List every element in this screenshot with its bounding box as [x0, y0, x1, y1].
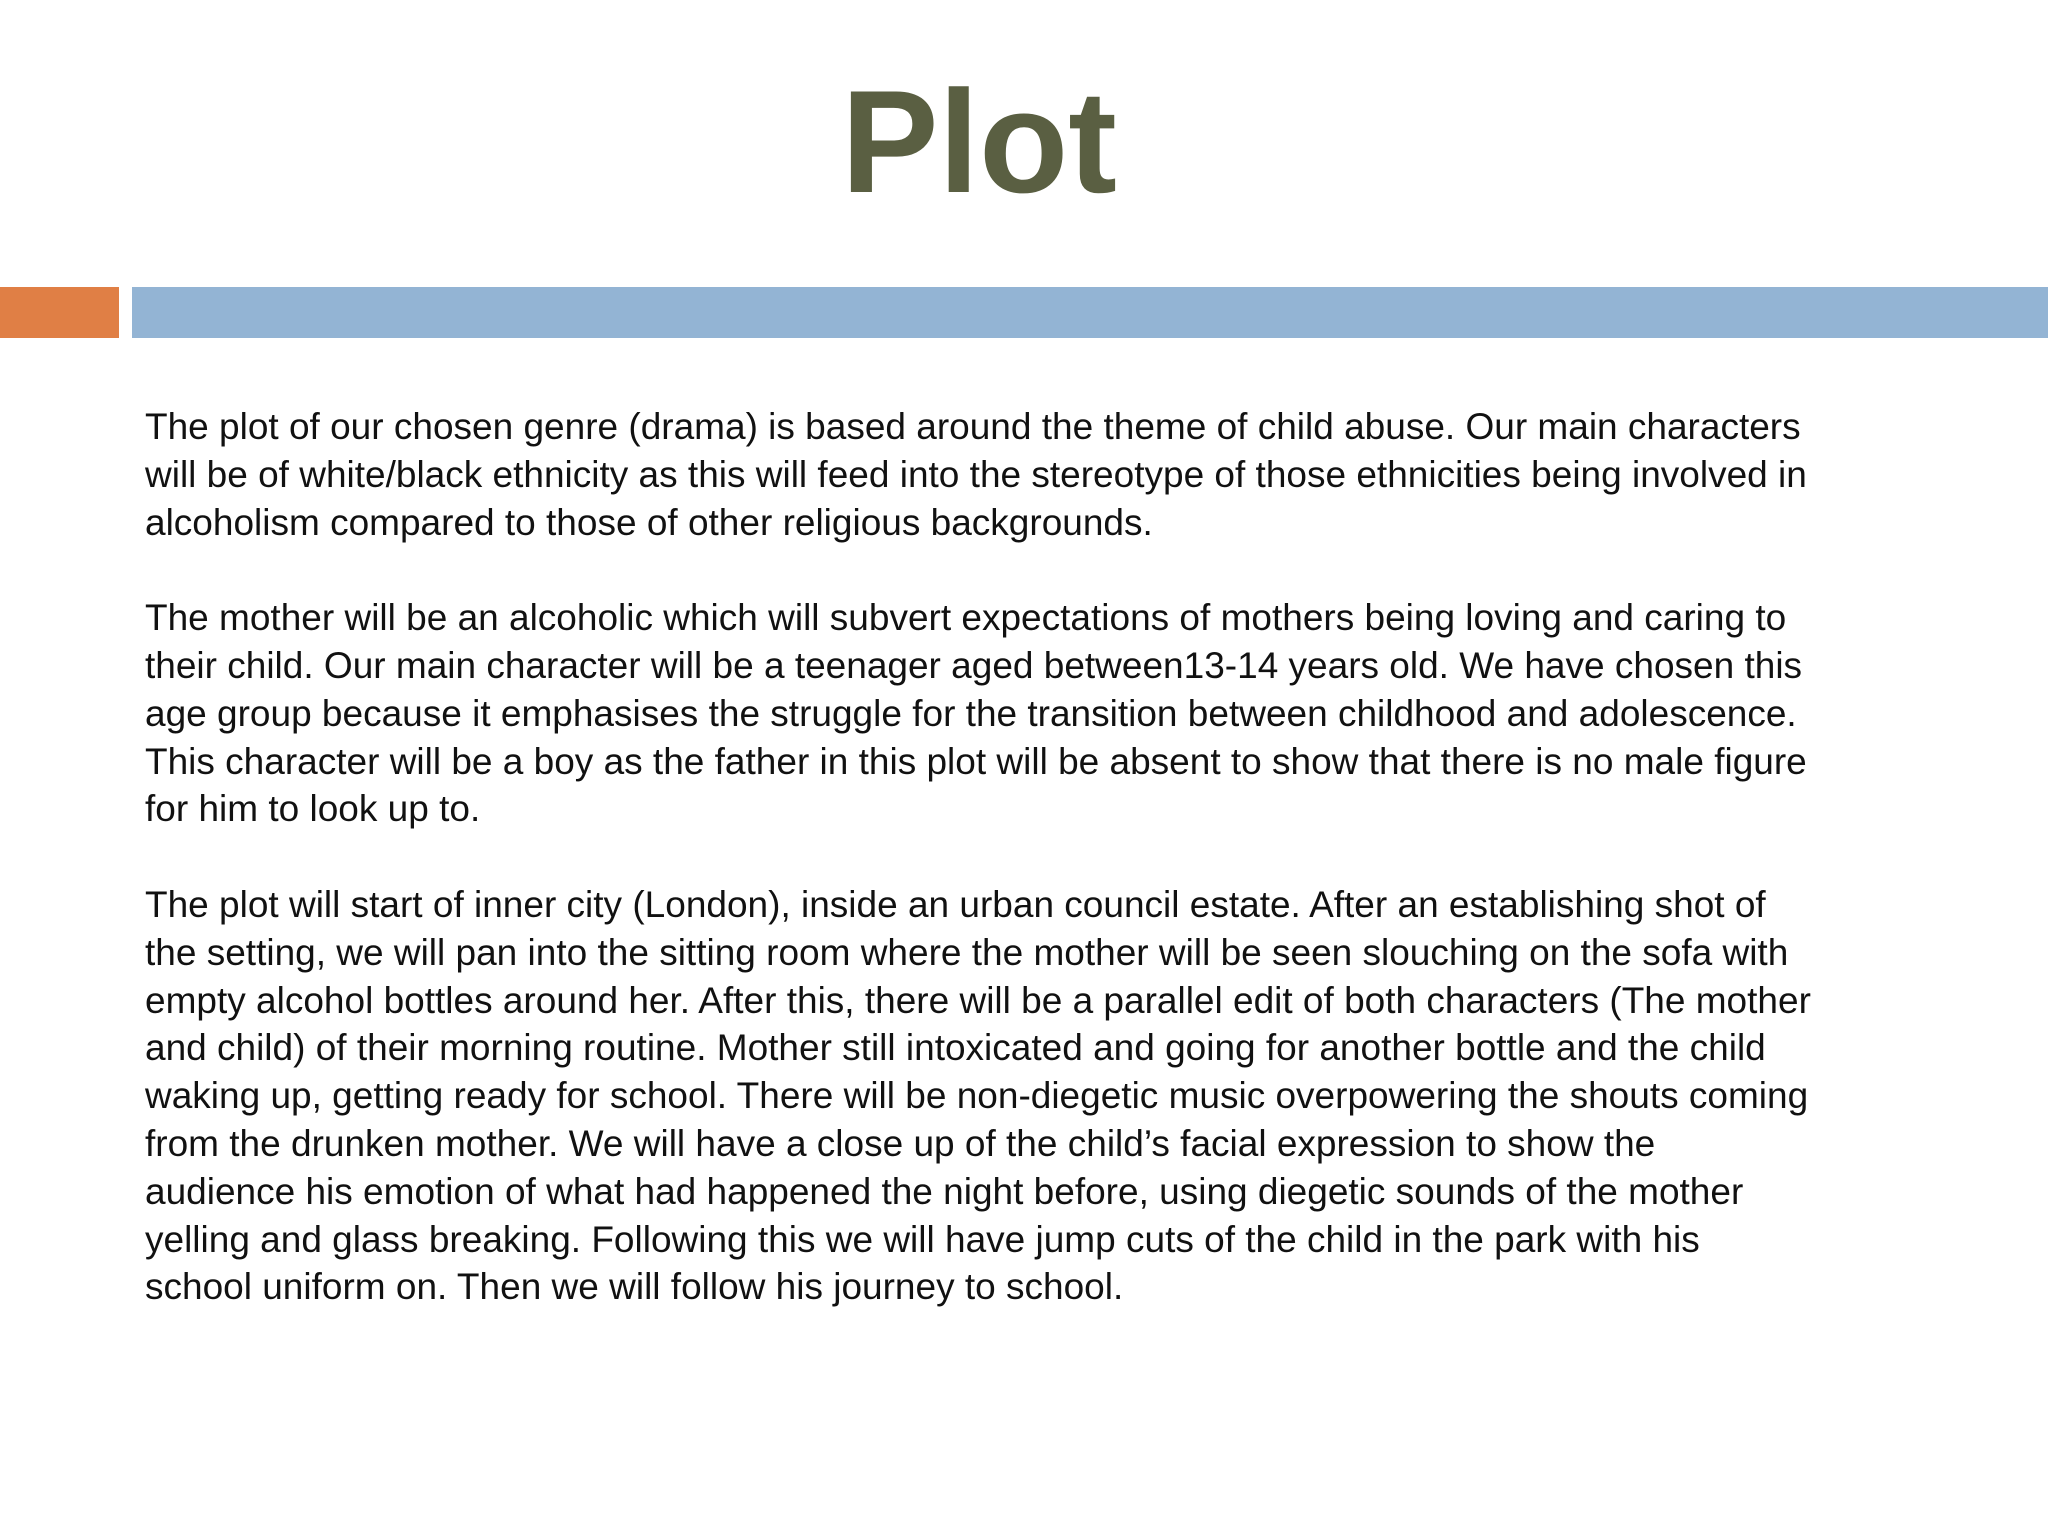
- paragraph-line: This character will be a boy as the father in this plot will be absent to show that there is no male figure: [145, 740, 1807, 782]
- paragraph-line: will be of white/black ethnicity as this will feed into the stereotype of those ethnicities being involved in: [145, 453, 1807, 495]
- paragraph-line: yelling and glass breaking. Following this we will have jump cuts of the child in the park with his: [145, 1218, 1700, 1260]
- paragraph-line: and child) of their morning routine. Mother still intoxicated and going for another bottle and the child: [145, 1027, 1766, 1069]
- accent-bar: [0, 287, 119, 338]
- paragraph-2: [145, 594, 1945, 833]
- paragraph-line: empty alcohol bottles around her. After this, there will be a parallel edit of both characters (The mother: [145, 979, 1811, 1021]
- title-rule-bar: [132, 287, 2048, 338]
- paragraph-line: waking up, getting ready for school. There will be non-diegetic music overpowering the shouts coming: [145, 1075, 1809, 1117]
- slide-title: Plot: [841, 60, 1117, 223]
- paragraph-3: [145, 881, 1945, 1311]
- paragraph-line: school uniform on. Then we will follow his journey to school.: [145, 1266, 1124, 1308]
- paragraph-line: from the drunken mother. We will have a close up of the child’s facial expression to show the: [145, 1122, 1656, 1164]
- paragraph-line: The plot will start of inner city (London), inside an urban council estate. After an establishing shot of: [145, 883, 1766, 925]
- paragraph-line: alcoholism compared to those of other religious backgrounds.: [145, 501, 1153, 543]
- paragraph-line: The plot of our chosen genre (drama) is based around the theme of child abuse. Our main characters: [145, 406, 1801, 447]
- paragraph-line: The mother will be an alcoholic which will subvert expectations of mothers being loving and caring to: [145, 597, 1787, 639]
- paragraph-line: audience his emotion of what had happened the night before, using diegetic sounds of the mother: [145, 1170, 1744, 1212]
- paragraph-line: their child. Our main character will be a teenager aged between13-14 years old. We have chosen this: [145, 644, 1803, 686]
- paragraph-line: for him to look up to.: [145, 788, 481, 830]
- paragraph-1: [145, 403, 1945, 546]
- slide-body: [145, 403, 1945, 1311]
- paragraph-line: the setting, we will pan into the sitting room where the mother will be seen slouching on the sofa with: [145, 931, 1789, 973]
- paragraph-line: age group because it emphasises the struggle for the transition between childhood and adolescence.: [145, 692, 1797, 734]
